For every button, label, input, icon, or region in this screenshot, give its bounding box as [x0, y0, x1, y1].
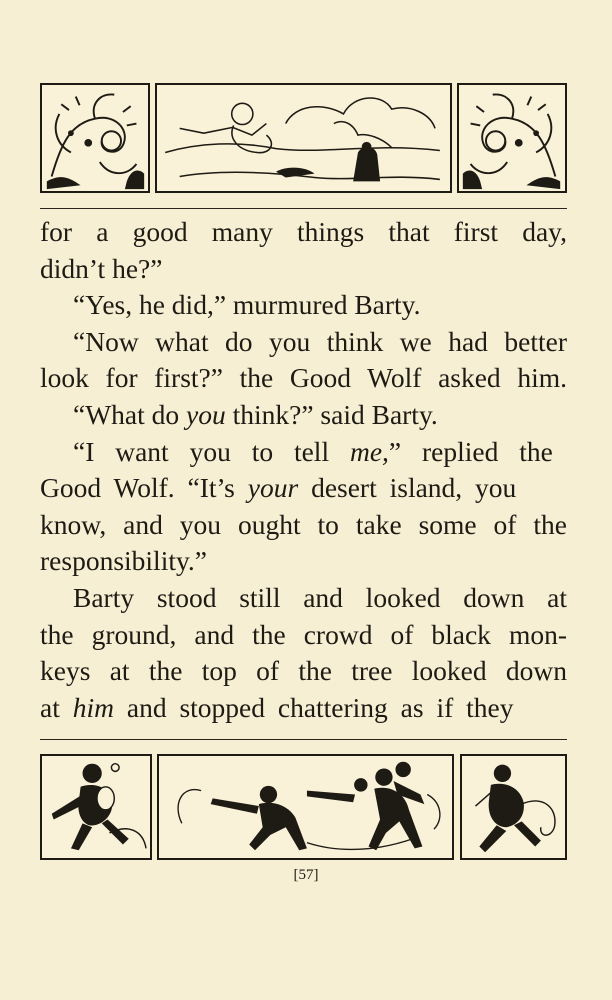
monkeys-pointing-scene-icon — [159, 756, 452, 858]
page-number: [57] — [293, 867, 319, 883]
text-line — [40, 470, 567, 507]
emphasis-me: me, — [349, 435, 389, 467]
flourish-ornament-icon — [42, 85, 148, 191]
text-fragment: desert island, you — [311, 472, 517, 504]
text-line: “Yes, he did,” murmured Barty. — [73, 289, 421, 321]
monkey-icon — [462, 756, 565, 858]
text-line: didn’t he?” — [40, 252, 163, 284]
text-line: know, and you ought to take some of the — [40, 508, 567, 540]
text-line: the ground, and the crowd of black mon- — [40, 618, 567, 650]
text-line: responsibility.” — [40, 545, 208, 577]
text-line — [40, 397, 567, 434]
top-left-ornament-panel — [40, 83, 150, 193]
text-line: look for first?” the Good Wolf asked him. — [40, 362, 567, 394]
bottom-divider-rule — [40, 739, 567, 740]
text-fragment: ” replied the — [388, 435, 553, 467]
story-text — [40, 214, 567, 726]
text-fragment: and stopped chattering as if they — [126, 691, 514, 723]
boy-and-wolf-scene-icon — [157, 85, 450, 191]
bottom-center-monkeys-panel — [157, 754, 454, 860]
bottom-right-monkey-panel — [460, 754, 567, 860]
emphasis-him: him — [72, 691, 114, 723]
text-fragment: think?” said Barty. — [232, 398, 438, 430]
top-right-ornament-panel — [457, 83, 567, 193]
bottom-left-monkey-panel — [40, 754, 152, 860]
text-line: “Now what do you think we had better — [73, 325, 567, 357]
flourish-ornament-icon — [459, 85, 565, 191]
text-line: for a good many things that first day, — [40, 216, 567, 247]
bottom-illustration-row — [40, 754, 567, 860]
emphasis-you: you — [186, 398, 226, 430]
text-line: keys at the top of the tree looked down — [40, 655, 567, 687]
text-line — [40, 690, 567, 727]
text-fragment: “I want you to tell — [73, 435, 330, 467]
text-fragment: Good Wolf. “It’s — [40, 472, 235, 504]
monkey-icon — [42, 756, 150, 858]
emphasis-your: your — [247, 472, 299, 504]
text-fragment: at — [40, 691, 60, 723]
text-line — [40, 434, 567, 471]
top-illustration-row — [40, 83, 567, 193]
top-center-scene-panel — [155, 83, 452, 193]
top-divider-rule — [40, 208, 567, 209]
text-line: Barty stood still and looked down at — [73, 581, 567, 613]
text-fragment: “What do — [73, 398, 180, 430]
